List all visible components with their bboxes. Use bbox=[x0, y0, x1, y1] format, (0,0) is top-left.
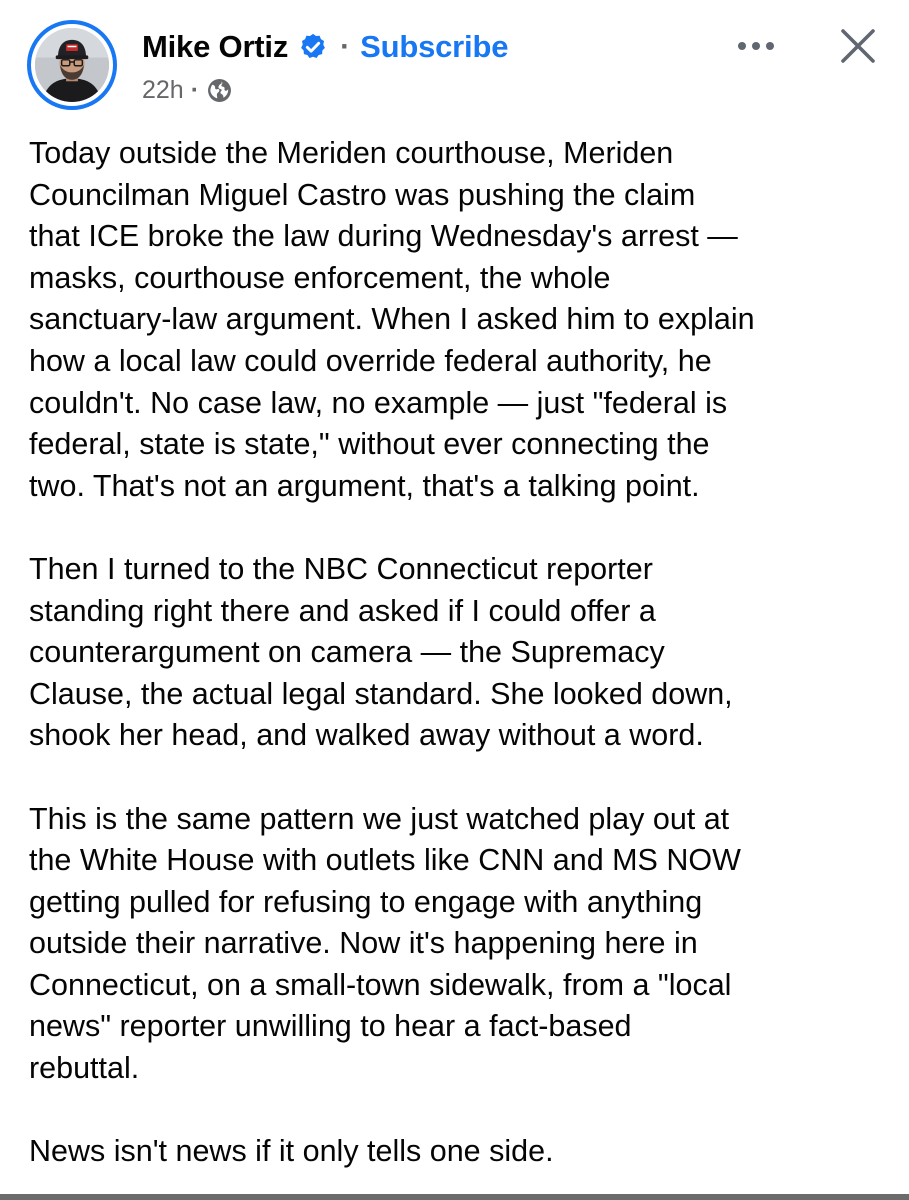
paragraph-gap bbox=[29, 757, 889, 799]
author-name[interactable]: Mike Ortiz bbox=[142, 29, 289, 64]
post-text-line: Clause, the actual legal standard. She looked down, bbox=[29, 676, 733, 711]
post-text-line: News isn't news if it only tells one side. bbox=[29, 1134, 554, 1169]
post-text-line: Then I turned to the NBC Connecticut reporter bbox=[29, 551, 653, 586]
meta-separator: · bbox=[190, 75, 200, 104]
post-text-line: rebuttal. bbox=[29, 1051, 140, 1086]
post-text-line: counterargument on camera — the Supremacy bbox=[29, 635, 665, 670]
post-text-line: Connecticut, on a small-town sidewalk, from a "local bbox=[29, 967, 732, 1002]
avatar-image bbox=[35, 28, 109, 102]
post-text-line: standing right there and asked if I could offer a bbox=[29, 593, 656, 628]
post-text-line: Today outside the Meriden courthouse, Meriden bbox=[29, 136, 674, 170]
post-text-line: masks, courthouse enforcement, the whole bbox=[29, 260, 611, 295]
post-text-line: shook her head, and walked away without a word. bbox=[29, 718, 704, 753]
post-text bbox=[29, 133, 889, 1173]
post-text-line: federal, state is state," without ever connecting the bbox=[29, 427, 710, 462]
author-row bbox=[142, 26, 508, 68]
post-paragraph bbox=[29, 133, 889, 507]
paragraph-gap bbox=[29, 507, 889, 549]
verified-badge-icon bbox=[298, 32, 328, 62]
post-text-line: getting pulled for refusing to engage with anything bbox=[29, 884, 703, 919]
post-text-line: couldn't. No case law, no example — just "federal is bbox=[29, 385, 728, 420]
post-paragraph bbox=[29, 799, 889, 1090]
more-options-button[interactable] bbox=[728, 24, 784, 68]
post-header bbox=[0, 0, 909, 120]
post-text-line: outside their narrative. Now it's happening here in bbox=[29, 926, 698, 961]
post-timestamp[interactable]: 22h bbox=[142, 75, 184, 104]
post-paragraph bbox=[29, 1131, 889, 1173]
globe-icon[interactable] bbox=[207, 78, 232, 103]
post-text-line: the White House with outlets like CNN and MS NOW bbox=[29, 843, 741, 878]
post-paragraph bbox=[29, 549, 889, 757]
post-text-line: This is the same pattern we just watched play out at bbox=[29, 801, 730, 836]
post-text-line: two. That's not an argument, that's a talking point. bbox=[29, 468, 700, 503]
post-text-line: sanctuary-law argument. When I asked him to explain bbox=[29, 302, 755, 337]
name-separator: · bbox=[340, 30, 351, 63]
bottom-divider bbox=[0, 1194, 909, 1200]
avatar-portrait-icon bbox=[35, 28, 109, 102]
paragraph-gap bbox=[29, 1090, 889, 1132]
close-icon bbox=[839, 27, 877, 65]
subscribe-button[interactable]: Subscribe bbox=[360, 29, 509, 64]
post-text-line: how a local law could override federal authority, he bbox=[29, 343, 712, 378]
post-text-line: Councilman Miguel Castro was pushing the claim bbox=[29, 177, 696, 212]
post-text-line: news" reporter unwilling to hear a fact-based bbox=[29, 1009, 632, 1044]
close-button[interactable] bbox=[830, 18, 886, 74]
more-options-icon bbox=[736, 40, 776, 52]
avatar[interactable] bbox=[27, 20, 117, 110]
post-text-line: that ICE broke the law during Wednesday's arrest — bbox=[29, 219, 738, 254]
post-meta bbox=[142, 74, 232, 106]
